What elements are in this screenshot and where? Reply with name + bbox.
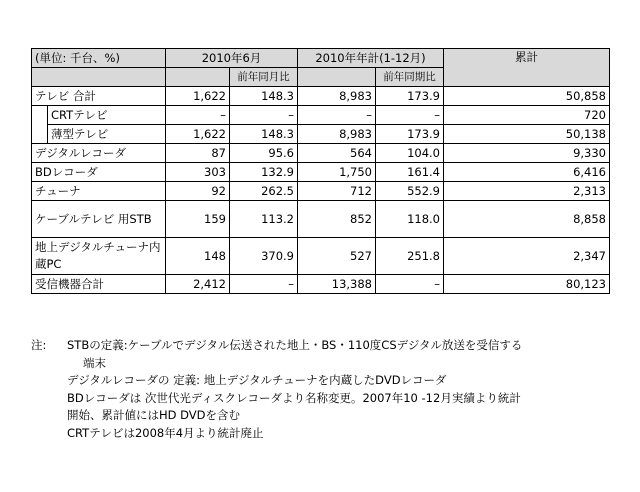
table-row xyxy=(32,87,610,106)
cell-year-yoy: 173.9 xyxy=(376,87,444,106)
cell-year-yoy: 251.8 xyxy=(376,238,444,275)
cell-month-yoy: 113.2 xyxy=(230,201,298,238)
cell-year: 1,750 xyxy=(298,163,376,182)
table-row xyxy=(32,201,610,238)
cell-year-yoy: 104.0 xyxy=(376,144,444,163)
notes-body xyxy=(67,337,621,442)
cell-total: 50,138 xyxy=(444,125,610,144)
cell-month: 159 xyxy=(166,201,230,238)
cell-total: 720 xyxy=(444,106,610,125)
indent-cell xyxy=(32,125,48,144)
row-label: CRTテレビ xyxy=(48,106,166,125)
cell-month: 1,622 xyxy=(166,125,230,144)
cell-year: 564 xyxy=(298,144,376,163)
cell-year: – xyxy=(298,106,376,125)
table-row xyxy=(32,238,610,275)
yoy-period-header: 前年同期比 xyxy=(376,68,444,87)
row-label: デジタルレコーダ xyxy=(32,144,166,163)
cell-year-yoy: 161.4 xyxy=(376,163,444,182)
table-row xyxy=(32,144,610,163)
cell-month-yoy: 132.9 xyxy=(230,163,298,182)
unit-header: (単位: 千台、%) xyxy=(32,49,166,68)
yoy-month-header: 前年同月比 xyxy=(230,68,298,87)
cell-month-yoy: 370.9 xyxy=(230,238,298,275)
row-label: BDレコーダ xyxy=(32,163,166,182)
cell-month: 87 xyxy=(166,144,230,163)
cell-year: 8,983 xyxy=(298,125,376,144)
year-header: 2010年年計(1-12月) xyxy=(298,49,444,68)
note-crt: CRTテレビは2008年4月より統計廃止 xyxy=(67,425,264,440)
cell-month-yoy: – xyxy=(230,275,298,294)
notes-head: 注: xyxy=(31,338,47,352)
note-bd-recorder-cont: 開始、累計値にはHD DVDを含む xyxy=(67,408,241,422)
row-label: テレビ 合計 xyxy=(32,87,166,106)
cell-month-yoy: 148.3 xyxy=(230,125,298,144)
cell-total: 80,123 xyxy=(444,275,610,294)
header-blank-year xyxy=(298,68,376,87)
cell-month: 2,412 xyxy=(166,275,230,294)
cell-year-yoy: – xyxy=(376,275,444,294)
cell-month-yoy: 95.6 xyxy=(230,144,298,163)
table-row xyxy=(32,275,610,294)
notes-section xyxy=(31,337,621,442)
table-row xyxy=(32,163,610,182)
total-header: 累計 xyxy=(444,49,610,87)
table-row xyxy=(32,182,610,201)
note-bd-recorder: BDレコーダは 次世代光ディスクレコーダより名称変更。2007年10 -12月実績より統計 xyxy=(67,390,521,405)
header-row-1 xyxy=(32,49,610,68)
row-label: ケーブルテレビ 用STB xyxy=(32,201,166,238)
indent-cell xyxy=(32,106,48,125)
cell-year-yoy: 173.9 xyxy=(376,125,444,144)
cell-total: 50,858 xyxy=(444,87,610,106)
cell-total: 6,416 xyxy=(444,163,610,182)
stats-table xyxy=(31,48,610,294)
cell-month-yoy: 148.3 xyxy=(230,87,298,106)
cell-year-yoy: 552.9 xyxy=(376,182,444,201)
cell-month: – xyxy=(166,106,230,125)
note-stb: STBの定義:ケーブルでデジタル伝送された地上・BS・110度CSデジタル放送を受信する xyxy=(67,338,523,352)
cell-year-yoy: – xyxy=(376,106,444,125)
table-row xyxy=(32,125,610,144)
note-digital-recorder: デジタルレコーダの 定義: 地上デジタルチューナを内蔵したDVDレコーダ xyxy=(67,373,447,387)
cell-total: 9,330 xyxy=(444,144,610,163)
cell-total: 2,313 xyxy=(444,182,610,201)
cell-year: 13,388 xyxy=(298,275,376,294)
note-row xyxy=(31,337,621,442)
month-header: 2010年6月 xyxy=(166,49,298,68)
cell-month: 1,622 xyxy=(166,87,230,106)
cell-month-yoy: 262.5 xyxy=(230,182,298,201)
row-label: チューナ xyxy=(32,182,166,201)
cell-total: 8,858 xyxy=(444,201,610,238)
cell-year: 527 xyxy=(298,238,376,275)
table-row xyxy=(32,106,610,125)
note-stb-cont: 端末 xyxy=(83,355,106,370)
cell-month: 303 xyxy=(166,163,230,182)
cell-year: 8,983 xyxy=(298,87,376,106)
cell-year-yoy: 118.0 xyxy=(376,201,444,238)
cell-year: 852 xyxy=(298,201,376,238)
cell-month-yoy: – xyxy=(230,106,298,125)
cell-year: 712 xyxy=(298,182,376,201)
header-blank-month xyxy=(166,68,230,87)
cell-total: 2,347 xyxy=(444,238,610,275)
cell-month: 148 xyxy=(166,238,230,275)
header-blank xyxy=(32,68,166,87)
cell-month: 92 xyxy=(166,182,230,201)
row-label: 地上デジタルチューナ内蔵PC xyxy=(32,238,166,275)
row-label: 薄型テレビ xyxy=(48,125,166,144)
row-label: 受信機器合計 xyxy=(32,275,166,294)
